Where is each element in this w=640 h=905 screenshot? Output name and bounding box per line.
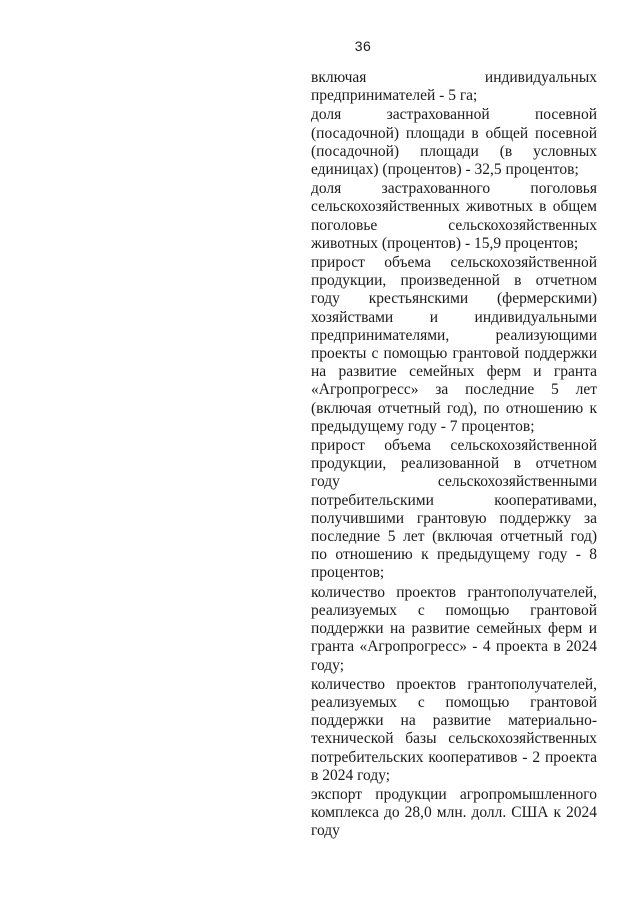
paragraph-5: прирост объема сельскохозяйственной продукции, реализованной в отчетном году сельскохозяйственными потребительскими кооперативами, получившими грантовую поддержку за последние 5 лет (включая отчетный год) по отношению к предыдущему году - 8 процентов; (311, 437, 597, 582)
paragraph-6: количество проектов грантополучателей, реализуемых с помощью грантовой поддержки на развитие семейных ферм и гранта «Агропрогресс» - 4 проекта в 2024 году; (311, 583, 597, 674)
page-number: 36 (354, 38, 372, 54)
paragraph-7: количество проектов грантополучателей, реализуемых с помощью грантовой поддержки на развитие материально-технической базы сельскохозяйственных потребительских кооперативов - 2 проекта в 2024 году; (311, 675, 597, 784)
paragraph-1: включая индивидуальных предпринимателей - 5 га; (311, 69, 597, 105)
paragraph-8: экспорт продукции агропромышленного комплекса до 28,0 млн. долл. США к 2024 году (311, 785, 597, 840)
document-body (311, 69, 597, 842)
paragraph-2: доля застрахованной посевной (посадочной) площади в общей посевной (посадочной) площади (в условных единицах) (процентов) - 32,5 процентов; (311, 106, 597, 179)
paragraph-4: прирост объема сельскохозяйственной продукции, произведенной в отчетном году крестьянскими (фермерскими) хозяйствами и индивидуальными предпринимателями, реализующими проекты с помощью грантовой поддержки на развитие семейных ферм и гранта «Агропрогресс» за последние 5 лет (включая отчетный год), по отношению к предыдущему году - 7 процентов; (311, 254, 597, 435)
paragraph-3: доля застрахованного поголовья сельскохозяйственных животных в общем поголовье сельскохозяйственных животных (процентов) - 15,9 процентов; (311, 180, 597, 252)
